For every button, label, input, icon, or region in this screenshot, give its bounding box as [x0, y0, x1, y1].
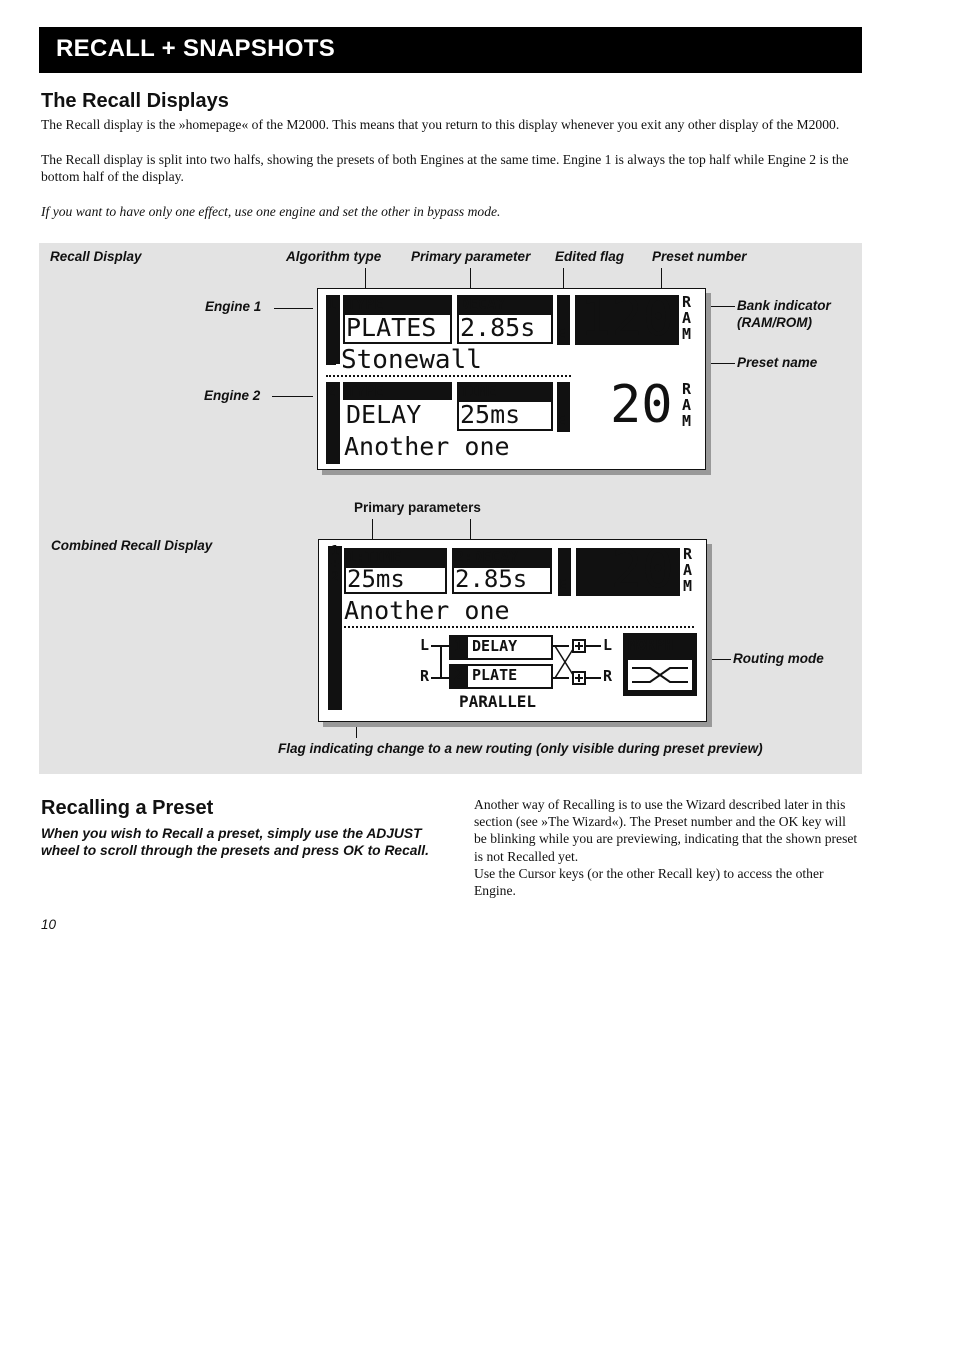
- leader-edited-flag: [563, 268, 564, 290]
- routing-block-2-name: PLATE: [472, 666, 518, 684]
- leader-engine-1: [274, 308, 313, 309]
- routing-input-left: L: [420, 636, 430, 654]
- combined-engine-indicator: 1 + 2: [331, 544, 339, 585]
- routing-output-right: R: [603, 667, 613, 685]
- engine2-bank-indicator: R A M: [682, 380, 692, 430]
- engine2-param-value: 25ms: [460, 400, 521, 429]
- engine1-bank-indicator: R A M: [682, 293, 692, 343]
- label-combined-recall-display: Combined Recall Display: [51, 538, 213, 553]
- engine1-preset-number: 120: [580, 288, 674, 348]
- param1-label: 1:TIME: [347, 548, 402, 566]
- label-primary-parameter: Primary parameter: [411, 249, 531, 264]
- label-routing-flag-caption: Flag indicating change to a new routing (only visible during preset preview): [278, 741, 763, 756]
- engine1-preset-name: Stonewall: [341, 345, 482, 375]
- routing-block-1-name: DELAY: [472, 637, 518, 655]
- routing-block-2-number: 2: [454, 666, 464, 684]
- label-primary-parameters: Primary parameters: [354, 500, 481, 515]
- engine2-type-value: DELAY: [346, 400, 422, 429]
- leader-primary-parameter: [470, 268, 471, 290]
- leader-preset-number: [661, 268, 662, 290]
- recalling-bold-intro: When you wish to Recall a preset, simply use the ADJUST wheel to scroll through the presets and press OK to Recall.: [41, 826, 429, 858]
- leader-param2: [470, 519, 471, 541]
- routing-output-left: L: [603, 636, 613, 654]
- bypass-note: If you want to have only one effect, use one engine and set the other in bypass mode.: [41, 204, 501, 219]
- engine2-preset-name: Another one: [344, 432, 510, 461]
- label-edited-flag: Edited flag: [555, 249, 625, 264]
- recalling-paragraph-2: Use the Cursor keys (or the other Recall key) to access the other Engine.: [474, 866, 824, 899]
- section-heading-recall-displays: The Recall Displays: [41, 90, 229, 112]
- combined-preset-number: 20: [611, 540, 674, 600]
- recall-lcd-display: [317, 288, 706, 470]
- engine2-preset-number: 20: [610, 375, 673, 435]
- combined-recall-lcd-display: [318, 539, 707, 722]
- engine1-number: 1: [327, 295, 337, 313]
- label-algorithm-type: Algorithm type: [286, 249, 382, 264]
- param2-label: 2:DECAY: [455, 548, 519, 566]
- engine2-type-label: TYPE: [347, 382, 384, 400]
- routing-mode-text: PARALLEL: [459, 692, 537, 711]
- label-bank-indicator-sub: (RAM/ROM): [737, 315, 812, 330]
- morph-icon-area: [628, 660, 692, 690]
- recalling-paragraph-1: Another way of Recalling is to use the Wizard described later in this section (see »The Wizard«). The Preset number and the OK key will be blinking while you are previewing, indicating that the shown preset is not Recalled yet.: [474, 797, 858, 864]
- label-preset-number: Preset number: [652, 249, 747, 264]
- routing-block-1-number: 1: [454, 637, 464, 655]
- combined-separator: [344, 626, 694, 628]
- engine1-param-value: 2.85s: [460, 313, 536, 342]
- engine1-param-label: DECAY: [460, 295, 506, 313]
- morph-label: MORPH: [628, 636, 674, 654]
- intro-paragraph-2: The Recall display is split into two halfs, showing the presets of both Engines at the same time. Engine 1 is always the top half while Engine 2 is the bottom half of the display.: [41, 152, 849, 185]
- param2-value: 2.85s: [455, 565, 528, 593]
- crossfade-icon: [628, 660, 692, 690]
- engine-separator: [326, 375, 571, 377]
- engine1-edited-flag: E: [558, 327, 566, 342]
- intro-paragraph-1: The Recall display is the »homepage« of the M2000. This means that you return to this display whenever you exit any other display of the M2000.: [41, 117, 840, 132]
- engine1-name-marker: [326, 355, 336, 365]
- leader-engine-2: [272, 396, 313, 397]
- label-engine-1: Engine 1: [205, 299, 262, 314]
- combined-preset-name: Another one: [344, 596, 510, 625]
- label-engine-2: Engine 2: [204, 388, 261, 403]
- label-bank-indicator: Bank indicator: [737, 298, 831, 313]
- param1-value: 25ms: [347, 565, 405, 593]
- section-heading-recalling: Recalling a Preset: [41, 797, 214, 819]
- page-number: 10: [41, 917, 57, 932]
- label-preset-name: Preset name: [737, 355, 818, 370]
- label-routing-mode: Routing mode: [733, 651, 824, 666]
- routing-input-right: R: [420, 667, 430, 685]
- combined-edited-flag: E: [559, 578, 567, 593]
- engine2-param-label: TIME: [460, 382, 497, 400]
- leader-bank-indicator: [707, 306, 735, 307]
- combined-bank-indicator: R A M: [683, 545, 693, 595]
- engine1-type-label: TYPE: [347, 295, 384, 313]
- engine2-edited-flag: E: [558, 414, 566, 429]
- label-recall-display: Recall Display: [50, 249, 142, 264]
- leader-algorithm-type: [365, 268, 366, 290]
- engine2-number: 2: [327, 382, 337, 400]
- leader-param1: [372, 519, 373, 541]
- engine1-type-value: PLATES: [346, 313, 437, 342]
- page-title: RECALL + SNAPSHOTS: [56, 35, 335, 62]
